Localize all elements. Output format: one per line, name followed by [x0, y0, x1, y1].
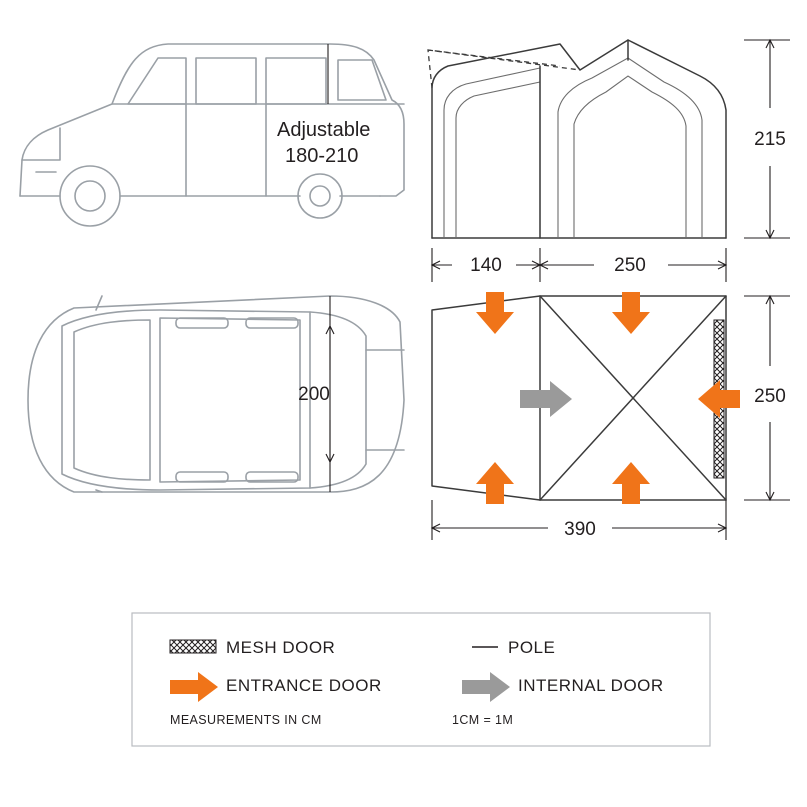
vehicle-width-dimension [298, 296, 334, 492]
height-dimension [744, 40, 790, 238]
plan-depth-value: 250 [754, 386, 786, 407]
plan-width-value: 390 [564, 519, 596, 540]
legend-scale-note: 1CM = 1M [452, 713, 514, 727]
adjustable-label: Adjustable [277, 119, 371, 141]
entrance-arrow-right [698, 380, 740, 418]
entrance-arrow-bottom-left [476, 462, 514, 504]
legend-label-internal-door: INTERNAL DOOR [518, 676, 664, 695]
entrance-door-icon [170, 672, 218, 702]
width-left-value: 140 [470, 255, 502, 276]
legend [132, 613, 710, 746]
van-plan-view [28, 296, 404, 492]
height-value: 215 [754, 129, 786, 150]
legend-label-entrance-door: ENTRANCE DOOR [226, 676, 382, 695]
front-width-dimensions [432, 248, 726, 282]
plan-dimensions [432, 296, 790, 540]
legend-units-note: MEASUREMENTS IN CM [170, 713, 322, 727]
entrance-arrow-top-right [612, 292, 650, 334]
internal-door-arrow [520, 381, 572, 417]
width-right-value: 250 [614, 255, 646, 276]
mesh-door-icon [170, 640, 216, 653]
awning-plan [432, 296, 726, 500]
entrance-arrow-top-left [476, 292, 514, 334]
entrance-arrow-bottom-right [612, 462, 650, 504]
legend-label-mesh-door: MESH DOOR [226, 638, 336, 657]
vehicle-width-value: 200 [298, 384, 330, 405]
adjustable-range: 180-210 [285, 145, 359, 167]
internal-door-icon [462, 672, 510, 702]
awning-elevation [428, 40, 726, 238]
legend-label-pole: POLE [508, 638, 556, 657]
